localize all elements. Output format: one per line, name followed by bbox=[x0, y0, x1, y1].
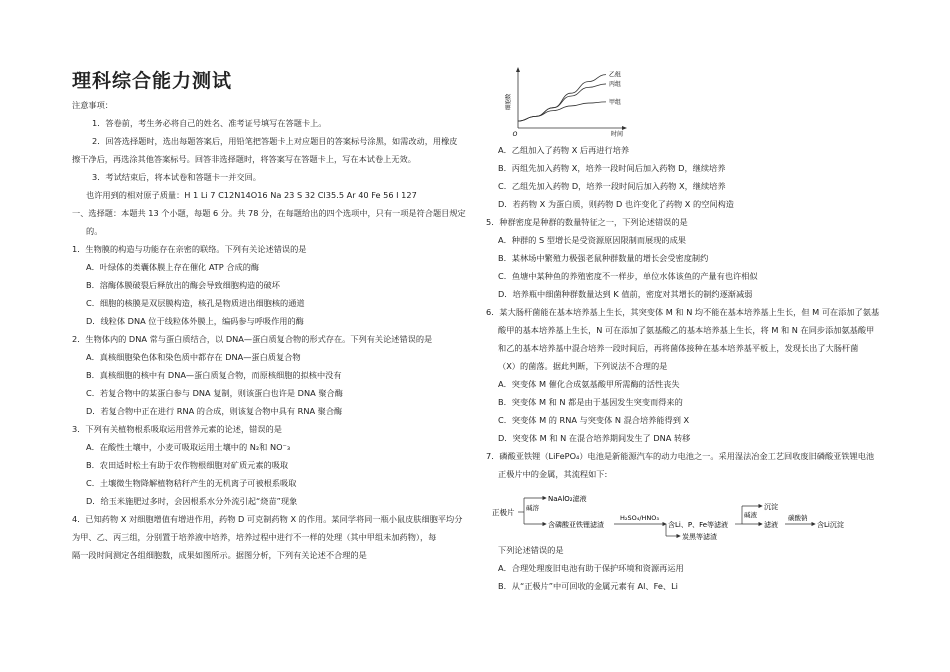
series-label-0: 乙组 bbox=[609, 71, 622, 79]
flow-filtrate3: 滤液 bbox=[764, 521, 778, 529]
question-4-stem-cont: 隔一段时间测定各组细胞数，成果如图所示。据图分析，下列有关论述不合理的是 bbox=[72, 550, 367, 560]
question-6-stem: 6．某大肠杆菌能在基本培养基上生长，其突变体 M 和 N 均不能在基本培养基上生长，但 M 可在添加了氨基 bbox=[486, 307, 880, 317]
flow-residue: 含磷酸亚铁锂滤渣 bbox=[548, 521, 604, 529]
x-axis-label: 时间 bbox=[610, 131, 624, 138]
flow-li-precip: 含Li沉淀 bbox=[817, 521, 844, 529]
series-layer bbox=[518, 71, 621, 121]
question-4-stem: 4．已知药物 X 对细胞增值有增进作用，药物 D 可克制药物 X 的作用。某同学将同一瓶小鼠皮肤细胞平均分 bbox=[72, 514, 463, 524]
question-4-option-a: A．乙组加入了药物 X 后再进行培养 bbox=[498, 145, 630, 155]
notes-heading: 注意事项： bbox=[72, 100, 113, 110]
note-item: 1．答卷前，考生务必将自己的姓名、准考证号填写在答题卡上。 bbox=[92, 118, 327, 128]
question-4-stem-cont: 为甲、乙、丙三组，分别置于培养液中培养，培养过程中进行不一样的处理（其中甲组未加药物），每 bbox=[72, 532, 437, 542]
question-6-stem-cont: 和乙的基本培养基中混合培养一段时间后，再将菌体接种在基本培养基平板上，发现长出了大肠杆菌 bbox=[498, 343, 859, 353]
series-line-0 bbox=[518, 75, 606, 121]
question-7-option-b: B．从“正极片”中可回收的金属元素有 Al、Fe、Li bbox=[498, 581, 678, 591]
question-3-option-a: A．在酸性土壤中，小麦可吸取运用土壤中的 N₂和 NO⁻₃ bbox=[86, 442, 291, 452]
flow-start: 正极片 bbox=[492, 508, 515, 517]
flow-na2co3-label: 碳酸钠 bbox=[788, 514, 808, 522]
question-3-option-c: C．土壤微生物降解植物秸秆产生的无机离子可被根系吸取 bbox=[86, 478, 297, 488]
question-1-option-c: C．细胞的核膜是双层膜构造，核孔是物质进出细胞核的通道 bbox=[86, 298, 305, 308]
note-item: 2．回答选择题时，选出每题答案后，用铅笔把答题卡上对应题目的答案标号涂黑，如需改动，用橡皮 bbox=[92, 136, 458, 146]
series-label-2: 甲组 bbox=[609, 98, 622, 106]
question-4-option-d: D．若药物 X 为蛋白质，则药物 D 也许变化了药物 X 的空间构造 bbox=[498, 199, 734, 209]
series-label-1: 丙组 bbox=[609, 80, 622, 88]
note-item: 擦干净后，再选涂其他答案标号。回答非选择题时，将答案写在答题卡上，写在本试卷上无效。 bbox=[72, 154, 416, 164]
flow-alkali-label: 碱溶 bbox=[526, 504, 539, 512]
question-5-option-b: B．某林场中繁殖力极强老鼠种群数量的增长会受密度制约 bbox=[498, 253, 709, 263]
question-6-option-a: A．突变体 M 催化合成氨基酸甲所需酶的活性丧失 bbox=[498, 379, 680, 389]
y-axis-label: 细胞数 bbox=[506, 93, 512, 111]
question-6-option-b: B．突变体 M 和 N 都是由于基因发生突变而得来的 bbox=[498, 397, 683, 407]
section-heading: 一、选择题：本题共 13 个小题，每题 6 分。共 78 分，在每题给出的四个选项中，只有一项是符合题目规定 bbox=[72, 208, 466, 218]
question-7-stem-cont: 正极片中的金属，其流程如下: bbox=[498, 469, 608, 479]
question-2-option-c: C．若复合物中的某蛋白参与 DNA 复制，则该蛋白也许是 DNA 聚合酶 bbox=[86, 388, 343, 398]
section-heading-cont: 的。 bbox=[86, 226, 103, 236]
question-3-option-b: B．农田适时松土有助于农作物根细胞对矿质元素的吸取 bbox=[86, 460, 289, 470]
series-line-2 bbox=[518, 102, 606, 121]
question-4-option-c: C．乙组先加入药物 D，培养一段时间后加入药物 X，继续培养 bbox=[498, 181, 726, 191]
question-1-option-a: A．叶绿体的类囊体膜上存在催化 ATP 合成的酶 bbox=[86, 262, 260, 272]
y-axis-arrow bbox=[516, 67, 520, 72]
question-2-stem: 2．生物体内的 DNA 常与蛋白质结合，以 DNA—蛋白质复合物的形式存在。下列有关论述错误的是 bbox=[72, 334, 433, 344]
question-5-stem: 5．种群密度是种群的数量特征之一，下列论述错误的是 bbox=[486, 217, 688, 227]
question-7-prompt: 下列论述错误的是 bbox=[498, 545, 564, 555]
flow-naalo2: NaAlO₂滤液 bbox=[548, 495, 587, 503]
flow-precip: 沉淀 bbox=[764, 503, 778, 511]
question-5-option-c: C．鱼塘中某种鱼的养殖密度不一样步，单位水体该鱼的产量有也许相似 bbox=[498, 271, 758, 281]
question-3-stem: 3．下列有关植物根系吸取运用营养元素的论述，错误的是 bbox=[72, 424, 282, 434]
question-1-option-d: D．线粒体 DNA 位于线粒体外膜上，编码参与呼吸作用的酶 bbox=[86, 316, 304, 326]
question-2-option-b: B．真核细胞的核中有 DNA—蛋白质复合物，而原核细胞的拟核中没有 bbox=[86, 370, 342, 380]
note-item: 3．考试结束后，将本试卷和答题卡一并交回。 bbox=[92, 172, 261, 182]
question-6-option-c: C．突变体 M 的 RNA 与突变体 N 混合培养能得到 X bbox=[498, 415, 690, 425]
question-5-option-d: D．培养瓶中细菌种群数量达到 K 值前，密度对其增长的制约逐渐减弱 bbox=[498, 289, 753, 299]
question-6-stem-cont: 酸甲的基本培养基上生长，N 可在添加了氨基酸乙的基本培养基上生长，将 M 和 N 在同步添加氨基酸甲 bbox=[498, 325, 875, 335]
question-4-option-b: B．丙组先加入药物 X，培养一段时间后加入药物 D，继续培养 bbox=[498, 163, 726, 173]
x-axis-arrow bbox=[622, 126, 627, 130]
cell-count-chart bbox=[500, 66, 640, 138]
flow-carbon: 炭黑等滤渣 bbox=[682, 533, 717, 540]
question-1-stem: 1．生物膜的构造与功能存在亲密的联络。下列有关论述错误的是 bbox=[72, 244, 307, 254]
question-7-stem: 7．磷酸亚铁锂（LiFePO₄）电池是新能源汽车的动力电池之一。采用湿法冶金工艺回收废旧磷酸亚铁锂电池 bbox=[486, 451, 875, 461]
atomic-masses: 也许用到的相对原子质量：H 1 Li 7 C12N14O16 Na 23 S 32 Cl35.5 Ar 40 Fe 56 I 127 bbox=[86, 190, 417, 200]
question-7-option-a: A．合理处理废旧电池有助于保护环境和资源再运用 bbox=[498, 563, 684, 573]
flow-alkali2-label: 碱液 bbox=[744, 511, 757, 519]
question-6-stem-cont: （X）的菌落。据此判断，下列说法不合理的是 bbox=[498, 361, 668, 371]
recycling-flow-diagram bbox=[490, 488, 890, 540]
question-6-option-d: D．突变体 M 和 N 在混合培养期间发生了 DNA 转移 bbox=[498, 433, 691, 443]
question-2-option-d: D．若复合物中正在进行 RNA 的合成，则该复合物中具有 RNA 聚合酶 bbox=[86, 406, 343, 416]
flow-filtrate: 含Li、P、Fe等滤液 bbox=[668, 521, 729, 529]
flow-acid-label: H₂SO₄/HNO₃ bbox=[620, 514, 660, 522]
series-line-1 bbox=[518, 84, 606, 121]
question-1-option-b: B．溶酶体膜破裂后释放出的酶会导致细胞构造的破坏 bbox=[86, 280, 280, 290]
question-2-option-a: A．真核细胞染色体和染色质中都存在 DNA—蛋白质复合物 bbox=[86, 352, 301, 362]
question-3-option-d: D．给玉米施肥过多时，会因根系水分外流引起“烧苗”现象 bbox=[86, 496, 298, 506]
page-title: 理科综合能力测试 bbox=[72, 70, 233, 92]
question-5-option-a: A．种群的 S 型增长是受资源原因限制而展现的成果 bbox=[498, 235, 686, 245]
origin-label: O bbox=[512, 131, 518, 138]
